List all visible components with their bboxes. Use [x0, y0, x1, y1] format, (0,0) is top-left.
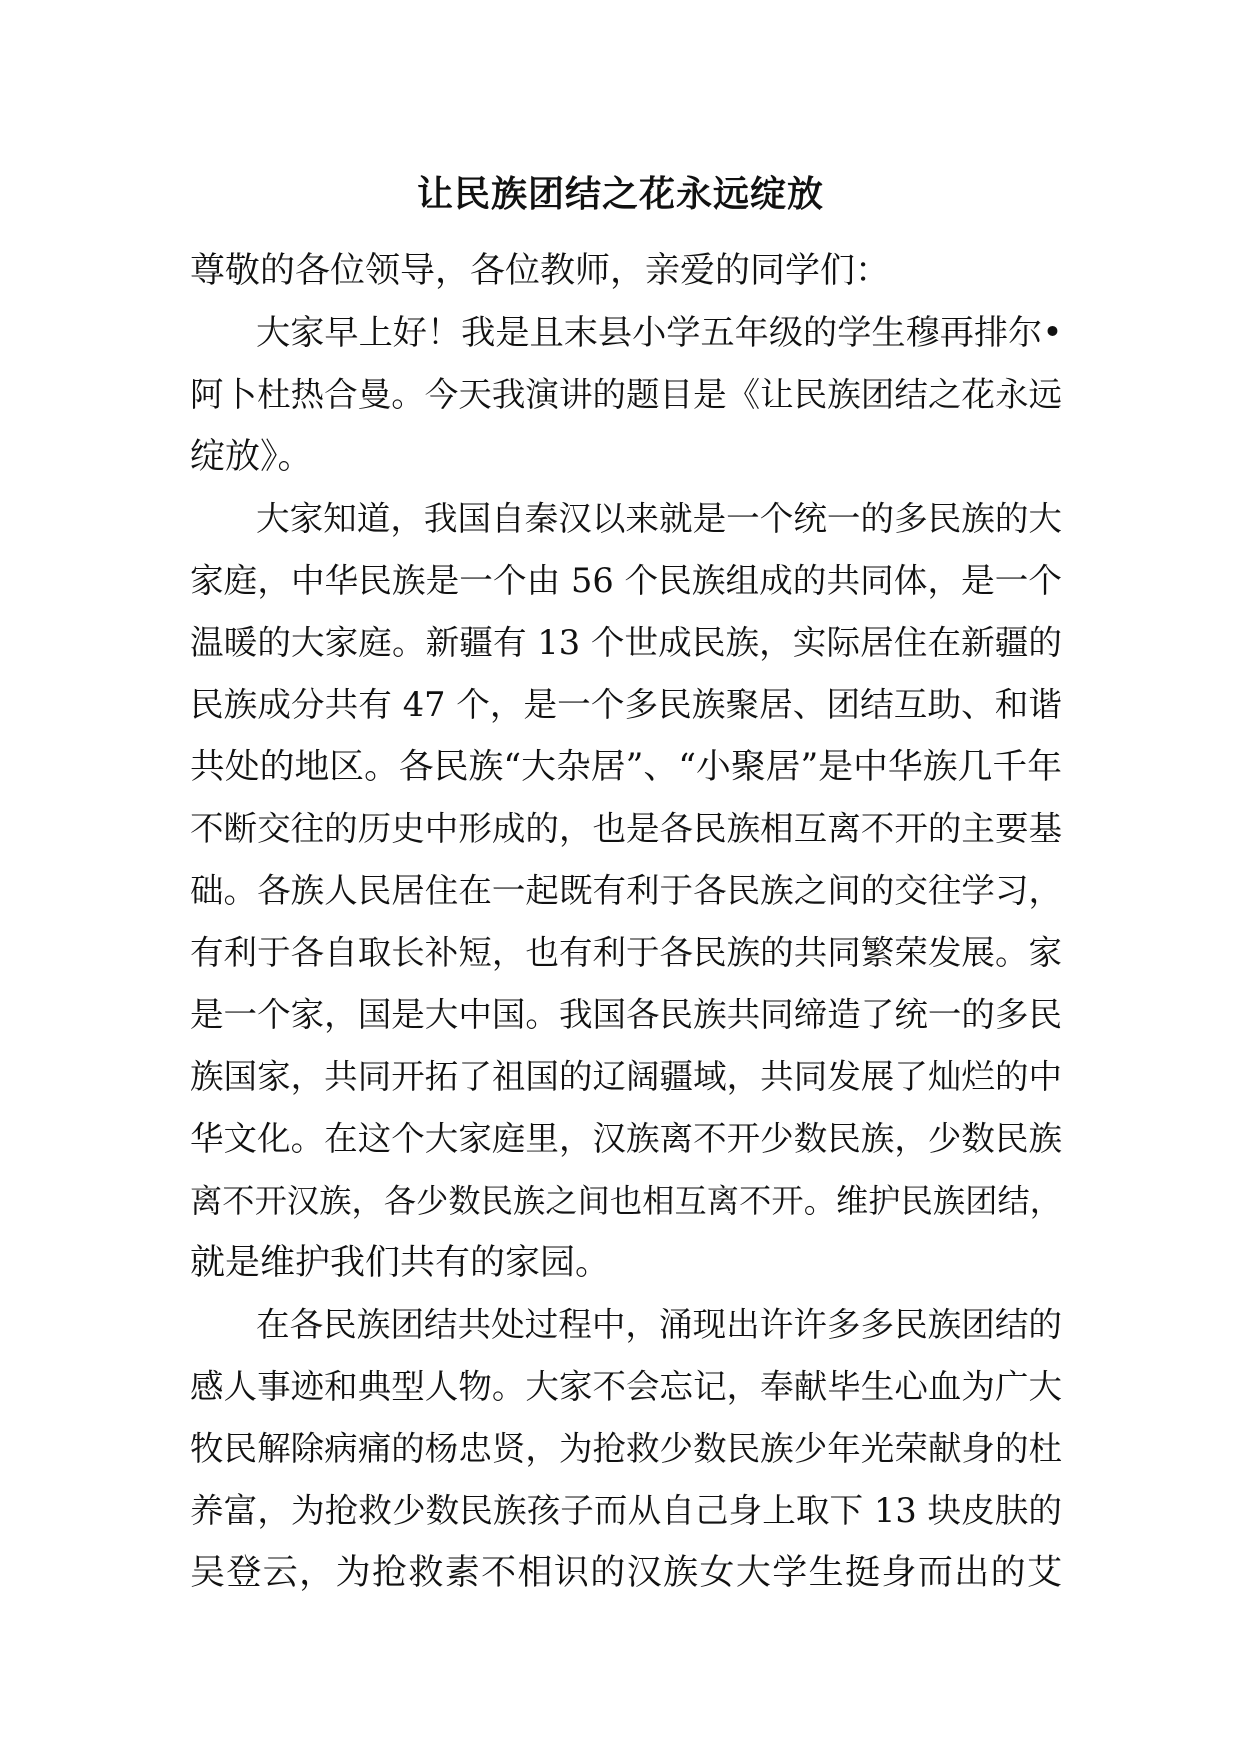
text-line: 吴登云，为抢救素不相识的汉族女大学生挺身而出的艾: [190, 1553, 1062, 1593]
text-line: 大家知道，我国自秦汉以来就是一个统一的多民族的大: [256, 499, 1062, 538]
text-line: 是一个家，国是大中国。我国各民族共同缔造了统一的多民: [190, 995, 1062, 1034]
text-line: 础。各族人民居住在一起既有利于各民族之间的交往学习，: [190, 871, 1062, 910]
text-line: 绽放》。: [190, 437, 313, 477]
text-line: 牧民解除病痛的杨忠贤，为抢救少数民族少年光荣献身的杜: [190, 1429, 1062, 1468]
text-line: 养富，为抢救少数民族孩子而从自己身上取下 13 块皮肤的: [190, 1491, 1062, 1530]
text-line: 温暖的大家庭。新疆有 13 个世成民族，实际居住在新疆的: [190, 623, 1062, 662]
document-title: 让民族团结之花永远绽放: [416, 174, 824, 215]
text-line: 大家早上好！我是且末县小学五年级的学生穆再排尔•: [256, 313, 1063, 353]
text-line: 在各民族团结共处过程中，涌现出许许多多民族团结的: [256, 1305, 1062, 1344]
text-line: 有利于各自取长补短，也有利于各民族的共同繁荣发展。家: [190, 933, 1062, 972]
text-line: 尊敬的各位领导，各位教师，亲爱的同学们：: [190, 251, 891, 291]
text-line: 族国家，共同开拓了祖国的辽阔疆域，共同发展了灿烂的中: [190, 1057, 1062, 1096]
text-line: 离不开汉族，各少数民族之间也相互离不开。维护民族团结，: [190, 1182, 1062, 1220]
text-line: 家庭，中华民族是一个由 56 个民族组成的共同体，是一个: [190, 561, 1062, 600]
text-line: 民族成分共有 47 个，是一个多民族聚居、团结互助、和谐: [190, 685, 1062, 724]
text-line: 华文化。在这个大家庭里，汉族离不开少数民族，少数民族: [190, 1119, 1062, 1158]
text-line: 阿卜杜热合曼。今天我演讲的题目是《让民族团结之花永远: [190, 375, 1062, 414]
document-body: [190, 240, 1062, 1604]
text-line: 共处的地区。各民族“大杂居”、“小聚居”是中华族几千年: [190, 747, 1062, 787]
text-line: 就是维护我们共有的家园。: [190, 1243, 611, 1283]
text-line: 感人事迹和典型人物。大家不会忘记，奉献毕生心血为广大: [190, 1367, 1062, 1406]
text-line: 不断交往的历史中形成的，也是各民族相互离不开的主要基: [190, 809, 1062, 848]
